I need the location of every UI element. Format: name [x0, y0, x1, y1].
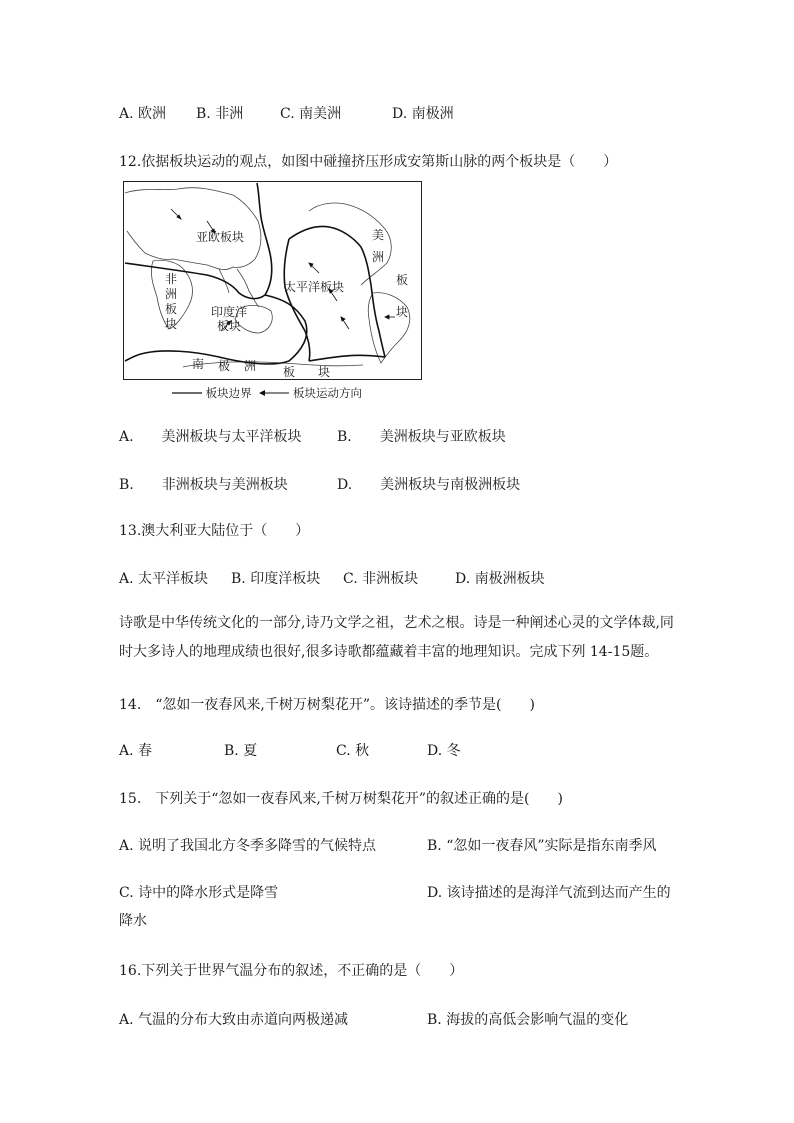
map-label-pacific: 太平洋板块: [284, 280, 345, 294]
map-label-antarctic-1: 南: [192, 357, 205, 371]
q11-option-c: C. 南美洲: [280, 106, 342, 122]
q14-option-c: C. 秋: [336, 743, 370, 759]
q15-option-d-cont: 降水: [119, 913, 147, 929]
q14-option-a: A. 春: [119, 743, 153, 759]
q16-option-b: B. 海拔的高低会影响气温的变化: [427, 1012, 629, 1028]
map-label-indian: 印度洋 板块: [211, 305, 248, 333]
q15-option-a: A. 说明了我国北方冬季多降雪的气候特点: [119, 838, 377, 854]
q16-option-a: A. 气温的分布大致由赤道向两极递减: [119, 1012, 349, 1028]
legend-boundary: 板块边界: [205, 386, 252, 400]
q12-option-b: B. 美洲板块与亚欧板块: [337, 429, 506, 445]
q12-option-d: D. 美洲板块与南极洲板块: [337, 477, 521, 493]
q13-option-c: C. 非洲板块: [343, 571, 419, 587]
map-legend: [172, 385, 366, 401]
map-label-american-bottom: 板 块: [396, 273, 409, 319]
map-label-antarctic-2: 极: [218, 359, 231, 373]
q13-option-d: D. 南极洲板块: [455, 571, 545, 587]
q15-option-d: D. 该诗描述的是海洋气流到达而产生的: [427, 885, 671, 901]
q13-stem: 13.澳大利亚大陆位于（ ）: [119, 523, 310, 539]
q12-option-b2: B. 非洲板块与美洲板块: [119, 477, 288, 493]
arrow-left-icon: [259, 389, 289, 397]
map-label-american-top: 美 洲: [372, 228, 385, 264]
map-label-eurasian: 亚欧板块: [196, 230, 245, 244]
poetry-passage: 诗歌是中华传统文化的一部分,诗乃文学之祖，艺术之根。诗是一种阐述心灵的文学体裁,同时大多诗人的地理成绩也很好,很多诗歌都蕴藏着丰富的地理知识。完成下列 14-15题。: [119, 615, 674, 660]
map-label-antarctic-5: 块: [318, 365, 331, 379]
q14-stem: 14. “忽如一夜春风来,千树万树梨花开”。该诗描述的季节是( ): [119, 697, 535, 713]
q11-option-d: D. 南极洲: [392, 106, 454, 122]
map-label-antarctic-4: 板: [283, 365, 296, 379]
q14-option-d: D. 冬: [427, 743, 461, 759]
map-label-antarctic-3: 洲: [244, 359, 257, 373]
q15-option-b: B. “忽如一夜春风”实际是指东南季风: [427, 838, 657, 854]
q12-stem: 12.依据板块运动的观点，如图中碰撞挤压形成安第斯山脉的两个板块是（ ）: [119, 154, 618, 170]
q15-stem: 15. 下列关于“忽如一夜春风来,千树万树梨花开”的叙述正确的是( ): [119, 791, 563, 807]
boundary-line-icon: [172, 389, 202, 397]
q13-option-a: A. 太平洋板块: [119, 571, 209, 587]
legend-direction: 板块运动方向: [292, 386, 362, 400]
q11-option-a: A. 欧洲: [119, 106, 167, 122]
q15-option-c: C. 诗中的降水形式是降雪: [119, 885, 279, 901]
map-label-african: 非 洲 板 块: [165, 272, 178, 331]
q11-option-b: B. 非洲: [196, 106, 244, 122]
q12-option-a: A. 美洲板块与太平洋板块: [119, 429, 302, 445]
q14-option-b: B. 夏: [224, 743, 258, 759]
q16-stem: 16.下列关于世界气温分布的叙述，不正确的是（ ）: [119, 963, 464, 979]
q13-option-b: B. 印度洋板块: [231, 571, 321, 587]
